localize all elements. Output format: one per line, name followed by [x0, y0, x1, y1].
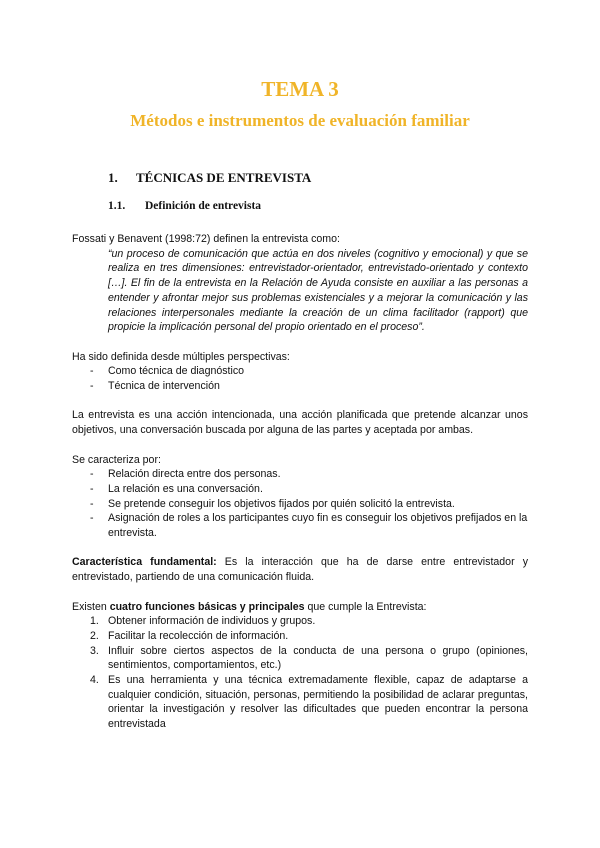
intro-paragraph: Fossati y Benavent (1998:72) definen la entrevista como: [72, 233, 340, 245]
list-item: 4. Es una herramienta y una técnica extremadamente flexible, capaz de adaptarse a cualquier condición, situación, personas, permitiendo la posibilidad de aclarar preguntas, orientar la investigación y resolver las dificultades que pueden encontrar la persona entrevistada [90, 674, 528, 731]
page-title: TEMA 3 [261, 77, 339, 101]
section-title: TÉCNICAS DE ENTREVISTA [136, 170, 312, 185]
perspectives-lead: Ha sido definida desde múltiples perspectivas: [72, 350, 290, 363]
list-item: 3. Influir sobre ciertos aspectos de la conducta de una persona o grupo (opiniones, sentimientos, comportamientos, etc.) [90, 644, 528, 672]
fundamental-label: Característica fundamental: [72, 556, 217, 569]
definition-paragraph: La entrevista es una acción intencionada, una acción planificada que pretende alcanzar unos objetivos, una conversación buscada por alguna de las partes y aceptada por ambas. [72, 409, 528, 437]
list-item: - Se pretende conseguir los objetivos fijados por quién solicitó la entrevista. [90, 497, 455, 510]
functions-list [72, 614, 528, 732]
list-item: - Como técnica de diagnóstico [90, 365, 245, 378]
definition-quote: “un proceso de comunicación que actúa en dos niveles (cognitivo y emocional) y que se realiza en tres dimensiones: entrevistador-orientador, entrevistado-orientado y contexto […]. El fin de la entrevista en la Relación de Ayuda consiste en auxiliar a las personas a entender y afrontar mejor sus problemas existenciales y a mejorar la comunicación y las relaciones interpersonales mediante la creación de un clima facilitador (rapport) que propicie la implicación personal del propio orientado en el proceso”. [108, 247, 528, 334]
fundamental-text: Es la interacción que ha de darse entre entrevistador y entrevistado, partiendo de una comunicación fluida. [72, 556, 529, 584]
subsection-title: Definición de entrevista [145, 200, 262, 212]
list-item: 2. Facilitar la recolección de información. [90, 629, 289, 642]
perspectives-list [72, 364, 528, 393]
subsection-number: 1.1. [108, 200, 126, 212]
section-number: 1. [108, 170, 118, 185]
list-item: - Técnica de intervención [90, 380, 220, 393]
functions-lead: Existen cuatro funciones básicas y principales que cumple la Entrevista: [72, 600, 427, 613]
list-item: 1. Obtener información de individuos y grupos. [90, 615, 316, 628]
body-content [72, 232, 528, 732]
list-item: - Asignación de roles a los participantes cuyo fin es conseguir los objetivos prefijados en la entrevista. [90, 512, 528, 540]
characteristics-list [72, 467, 528, 541]
functions-lead-bold: cuatro funciones básicas y principales [109, 600, 305, 613]
characteristics-lead: Se caracteriza por: [72, 453, 161, 466]
list-item: - Relación directa entre dos personas. [90, 468, 281, 481]
page-subtitle: Métodos e instrumentos de evaluación familiar [130, 111, 470, 130]
list-item: - La relación es una conversación. [90, 482, 263, 495]
fundamental-paragraph [72, 555, 528, 584]
